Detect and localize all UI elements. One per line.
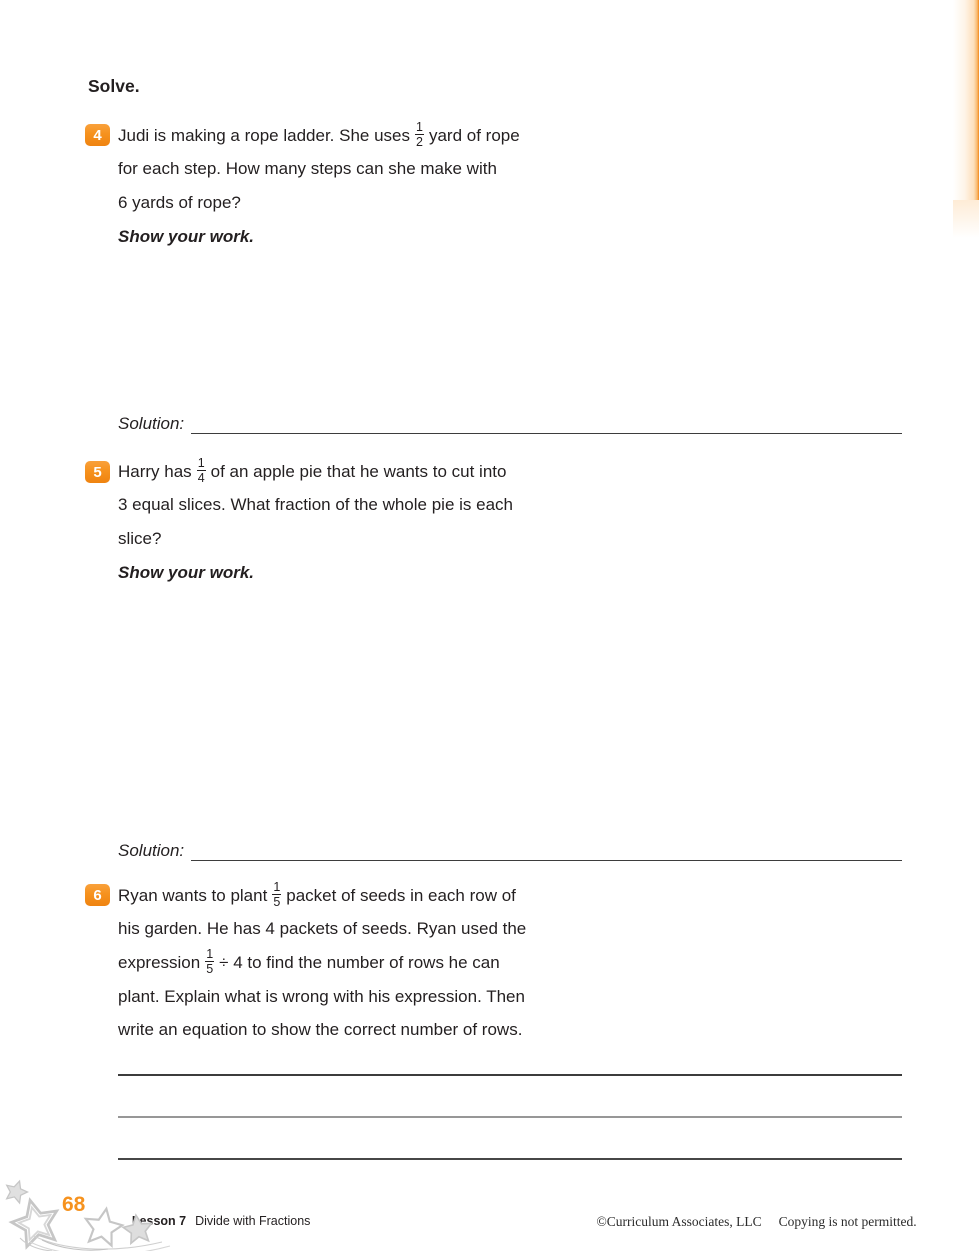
problem-6-number-badge <box>85 884 110 906</box>
problem-6-answer-line-3[interactable] <box>118 1158 902 1160</box>
text-segment: plant. Explain what is wrong with his expression. Then <box>118 986 525 1006</box>
problem-4-show-work-label <box>118 220 520 254</box>
text-segment: slice? <box>118 528 162 548</box>
solution-label: Solution: <box>118 414 185 433</box>
problem-5-line-3 <box>118 522 513 556</box>
footer-copyright <box>583 1198 917 1246</box>
fraction-numerator: 1 <box>206 947 214 962</box>
problem-5-text <box>118 455 513 589</box>
text-segment: Ryan wants to plant <box>118 885 268 905</box>
problem-5-solution-blank[interactable] <box>191 842 902 861</box>
copyright-text: ©Curriculum Associates, LLC <box>596 1214 762 1229</box>
fraction-numerator: 1 <box>273 880 281 895</box>
text-segment: 3 equal slices. What fraction of the whole pie is each <box>118 495 513 515</box>
copy-notice-text: Copying is not permitted. <box>778 1214 917 1229</box>
text-segment: Show your work. <box>118 226 255 246</box>
problem-5-show-work-label <box>118 556 513 590</box>
problem-number: 6 <box>93 886 102 904</box>
problem-6-line-1 <box>118 879 526 913</box>
text-segment: yard of rope <box>428 125 520 145</box>
fraction-one-fifth <box>205 947 214 976</box>
problem-6-line-2 <box>118 913 526 947</box>
fraction-one-fifth <box>272 880 281 909</box>
text-segment: for each step. How many steps can she make with <box>118 159 497 179</box>
lesson-title: Divide with Fractions <box>195 1214 311 1228</box>
text-segment: 6 yards of rope? <box>118 192 241 212</box>
fraction-denominator: 2 <box>416 135 423 150</box>
fraction-numerator: 1 <box>416 120 423 135</box>
problem-6-answer-line-1[interactable] <box>118 1074 902 1076</box>
problem-4-line-3 <box>118 186 520 220</box>
problem-number: 4 <box>93 126 102 144</box>
problem-6-line-4 <box>118 980 526 1014</box>
problem-6-line-5 <box>118 1013 526 1047</box>
text-segment: Show your work. <box>118 562 255 582</box>
fraction-one-fourth <box>197 456 206 485</box>
problem-4-line-1 <box>118 119 520 153</box>
problem-number: 5 <box>93 463 102 481</box>
page-number: 68 <box>62 1193 86 1216</box>
fraction-denominator: 5 <box>206 962 214 977</box>
page-heading: Solve. <box>88 76 140 96</box>
text-segment: Harry has <box>118 461 192 481</box>
problem-4-number-badge <box>85 124 110 146</box>
problem-5-solution-row <box>118 841 902 861</box>
problem-5-line-2 <box>118 489 513 523</box>
text-segment: his garden. He has 4 packets of seeds. Ryan used the <box>118 919 527 939</box>
problem-6-answer-line-2[interactable] <box>118 1116 902 1119</box>
star-doodles-icon <box>0 1176 200 1251</box>
page-edge-tab <box>953 0 979 200</box>
text-segment: write an equation to show the correct number of rows. <box>118 1020 523 1040</box>
lesson-label: Lesson 7 <box>131 1214 187 1228</box>
fraction-numerator: 1 <box>197 456 205 471</box>
fraction-denominator: 4 <box>197 471 205 486</box>
text-segment: ÷ 4 to find the number of rows he can <box>219 952 500 972</box>
solution-label: Solution: <box>118 841 185 860</box>
text-segment: Judi is making a rope ladder. She uses <box>118 125 411 145</box>
problem-4-solution-row <box>118 414 902 434</box>
problem-4-text <box>118 119 520 253</box>
fraction-one-half <box>415 120 424 149</box>
text-segment: expression <box>118 952 201 972</box>
problem-6-text <box>118 879 526 1047</box>
text-segment: packet of seeds in each row of <box>286 885 516 905</box>
problem-5-number-badge <box>85 461 110 483</box>
problem-6-line-3 <box>118 946 526 980</box>
problem-5-line-1 <box>118 455 513 489</box>
problem-4-line-2 <box>118 153 520 187</box>
text-segment: of an apple pie that he wants to cut into <box>210 461 507 481</box>
fraction-denominator: 5 <box>273 895 281 910</box>
problem-4-solution-blank[interactable] <box>191 415 902 434</box>
